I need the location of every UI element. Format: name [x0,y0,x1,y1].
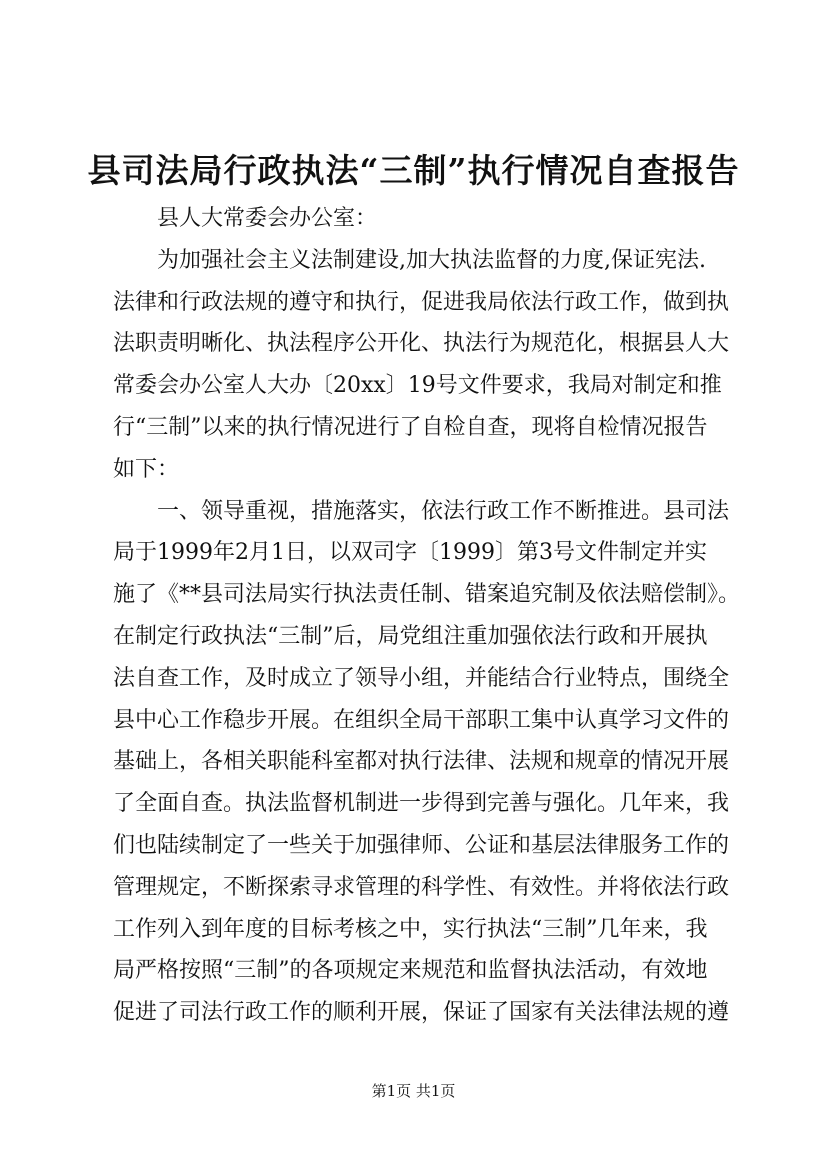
salutation: 县人大常委会办公室： [157,206,378,231]
paragraph-line: 法律和行政法规的遵守和执行，促进我局依法行政工作，做到执 [113,289,730,315]
paragraph-line: 工作列入到年度的目标考核之中，实行执法“三制”几年来，我 [113,916,708,942]
paragraph-line: 基础上，各相关职能科室都对执行法律、法规和规章的情况开展 [113,749,730,775]
paragraph-line: 行“三制”以来的执行情况进行了自检自查，现将自检情况报告 [113,414,708,440]
paragraph-line: 县中心工作稳步开展。在组织全局干部职工集中认真学习文件的 [113,707,730,733]
paragraph-line: 常委会办公室人大办〔20xx〕19号文件要求，我局对制定和推 [113,373,722,399]
paragraph-line: 在制定行政执法“三制”后，局党组注重加强依法行政和开展执 [113,623,708,649]
paragraph-line: 为加强社会主义法制建设,加大执法监督的力度,保证宪法. [157,247,706,273]
paragraph-line: 施了《**县司法局实行执法责任制、错案追究制及依法赔偿制》。 [113,582,741,608]
document-body [113,198,741,1034]
paragraph-line: 一、领导重视，措施落实，依法行政工作不断推进。县司法 [157,498,730,524]
paragraph-line: 局于1999年2月1日，以双司字〔1999〕第3号文件制定并实 [113,540,707,566]
paragraph-line: 如下： [113,456,180,482]
paragraph-line: 法职责明晰化、执法程序公开化、执法行为规范化，根据县人大 [113,331,730,357]
paragraph-line: 们也陆续制定了一些关于加强律师、公证和基层法律服务工作的 [113,832,730,858]
document-title: 县司法局行政执法“三制”执行情况自查报告 [87,151,740,190]
paragraph-line: 法自查工作，及时成立了领导小组，并能结合行业特点，围绕全 [113,665,730,691]
paragraph-line: 管理规定，不断探索寻求管理的科学性、有效性。并将依法行政 [113,874,730,900]
paragraph-line: 局严格按照“三制”的各项规定来规范和监督执法活动，有效地 [113,958,708,984]
paragraph-line: 了全面自查。执法监督机制进一步得到完善与强化。几年来，我 [113,791,730,817]
page-number: 第1页 共1页 [371,1082,456,1100]
paragraph-line: 促进了司法行政工作的顺利开展，保证了国家有关法律法规的遵 [113,1000,730,1026]
